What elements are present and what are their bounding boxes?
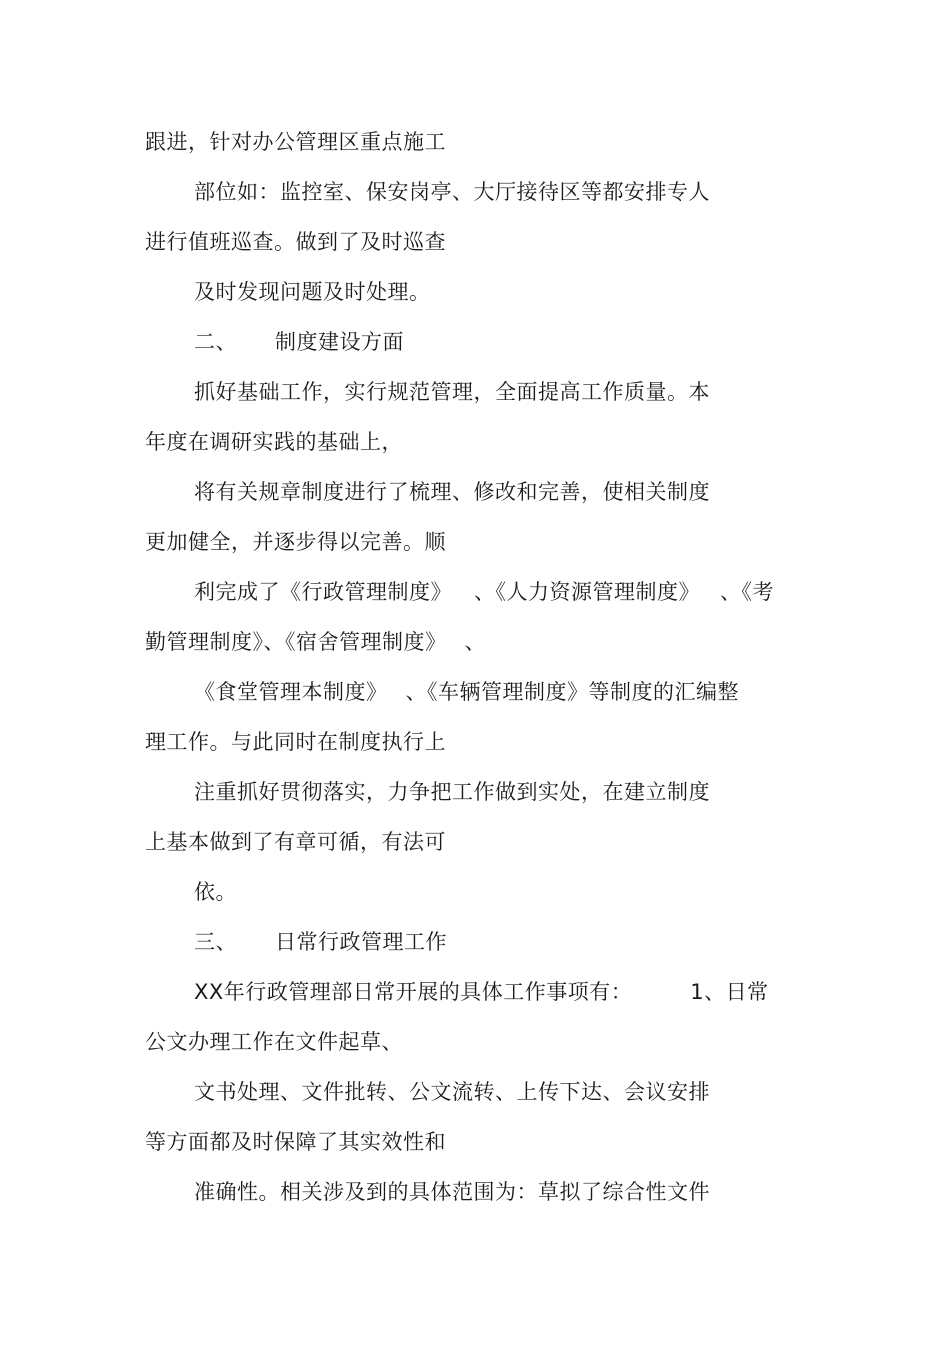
text-line — [194, 978, 769, 1006]
section-number: 二、 — [194, 330, 237, 354]
line-text: 勤管理制度》、《宿舍管理制度》 — [145, 630, 447, 654]
line-text: 、《人力资源管理制度》 — [474, 580, 700, 604]
line-text: 及时发现问题及时处理。 — [194, 280, 431, 304]
section-heading — [194, 328, 404, 356]
text-line — [194, 378, 710, 406]
line-text: 准确性。相关涉及到的具体范围为：草拟了综合性文件 — [194, 1180, 710, 1204]
line-text: XX年行政管理部日常开展的具体工作事项有： — [194, 980, 633, 1004]
line-text: 、 — [464, 630, 486, 654]
text-line — [145, 828, 446, 856]
line-text: 理工作。与此同时在制度执行上 — [145, 730, 446, 754]
text-line — [194, 678, 739, 706]
text-line — [194, 278, 431, 306]
text-line — [194, 478, 710, 506]
text-line — [145, 228, 446, 256]
line-text: 1、日常 — [690, 980, 769, 1004]
section-title: 日常行政管理工作 — [275, 930, 447, 954]
text-line — [194, 1178, 710, 1206]
section-number: 三、 — [194, 930, 237, 954]
line-text: 等方面都及时保障了其实效性和 — [145, 1130, 446, 1154]
line-text: 抓好基础工作，实行规范管理，全面提高工作质量。本 — [194, 380, 710, 404]
text-line — [194, 778, 710, 806]
text-line — [145, 628, 486, 656]
text-line — [145, 428, 403, 456]
line-text: 文书处理、文件批转、公文流转、上传下达、会议安排 — [194, 1080, 710, 1104]
text-line — [145, 528, 446, 556]
text-line — [194, 1078, 710, 1106]
section-heading — [194, 928, 447, 956]
line-text: 依。 — [194, 880, 237, 904]
text-line — [194, 878, 237, 906]
line-text: 将有关规章制度进行了梳理、修改和完善，使相关制度 — [194, 480, 710, 504]
line-text: 进行值班巡查。做到了及时巡查 — [145, 230, 446, 254]
text-line — [145, 728, 446, 756]
text-line — [145, 1028, 403, 1056]
line-text: 上基本做到了有章可循，有法可 — [145, 830, 446, 854]
text-line — [194, 178, 710, 206]
section-title: 制度建设方面 — [275, 330, 404, 354]
line-text: 利完成了《行政管理制度》 — [194, 580, 452, 604]
line-text: 年度在调研实践的基础上， — [145, 430, 403, 454]
line-text: 更加健全，并逐步得以完善。顺 — [145, 530, 446, 554]
line-text: 、《车辆管理制度》等制度的汇编整 — [405, 680, 739, 704]
line-text: 、《考 — [720, 580, 774, 604]
line-text: 注重抓好贯彻落实，力争把工作做到实处，在建立制度 — [194, 780, 710, 804]
text-line — [194, 578, 774, 606]
line-text: 部位如：监控室、保安岗亭、大厅接待区等都安排专人 — [194, 180, 710, 204]
line-text: 《食堂管理本制度》 — [194, 680, 388, 704]
text-line — [145, 128, 446, 156]
line-text: 跟进，针对办公管理区重点施工 — [145, 130, 446, 154]
line-text: 公文办理工作在文件起草、 — [145, 1030, 403, 1054]
text-line — [145, 1128, 446, 1156]
